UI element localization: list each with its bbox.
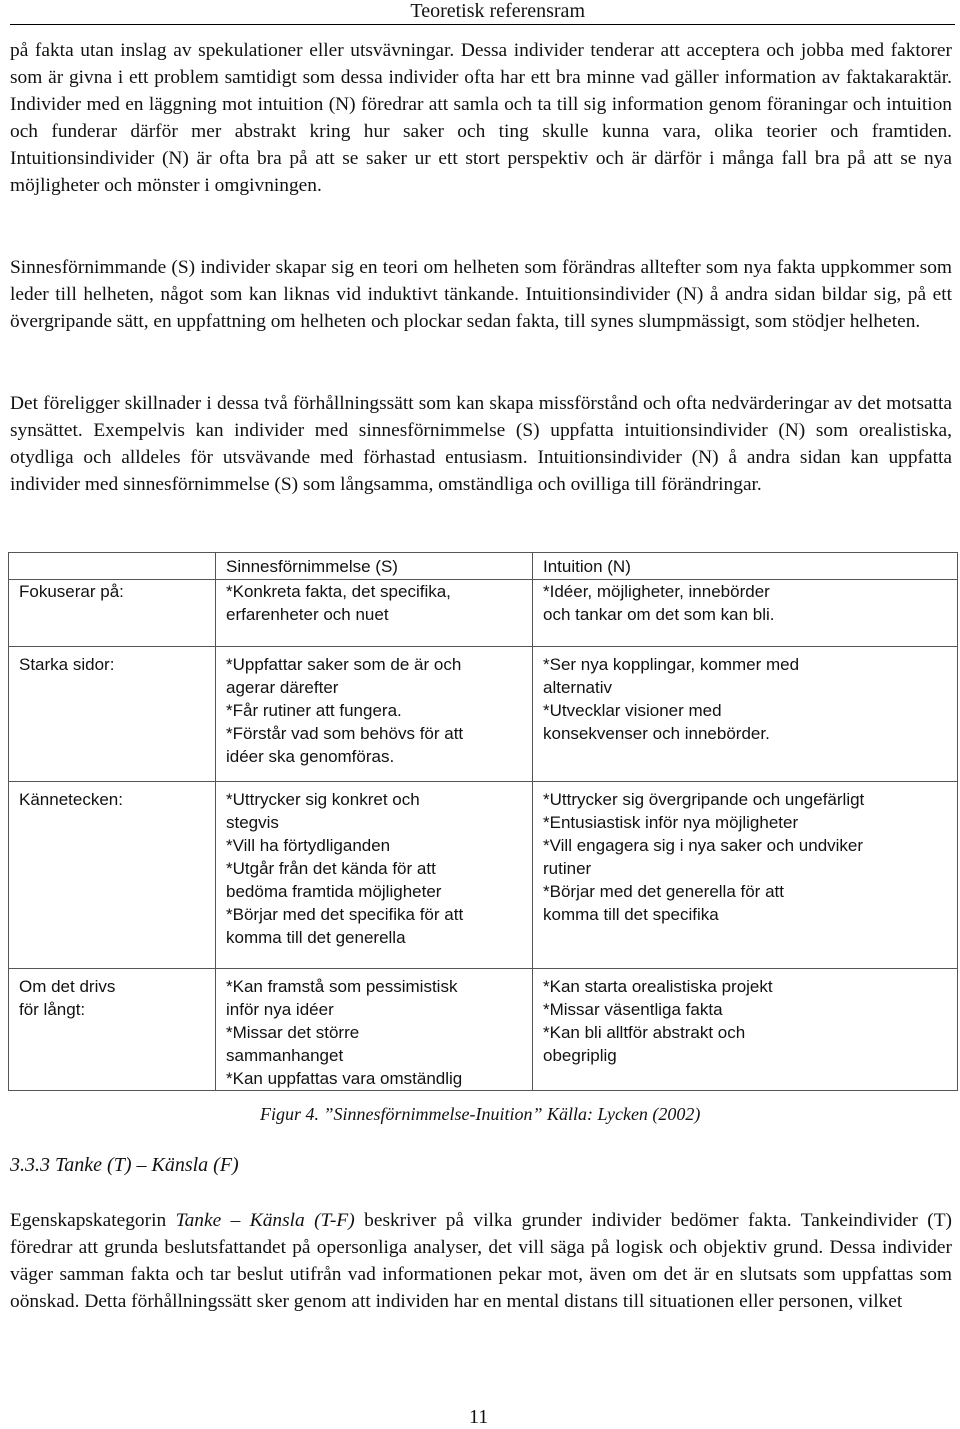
table-row xyxy=(9,969,958,1091)
row-label: Fokuserar på: xyxy=(9,580,216,647)
row-label: Om det drivs för långt: xyxy=(9,969,216,1091)
table-header-sensing: Sinnesförnimmelse (S) xyxy=(216,553,533,580)
paragraph-2: Sinnesförnimmande (S) individer skapar sig en teori om helheten som förändras alltefter som nya fakta uppkommer som leder till helheten, något som kan liknas vid induktivt tänkande. Intuitionsindivider (N) å andra sidan bildar sig, på ett övergripande sätt, en uppfattning om helheten och plockar sedan fakta, till synes slumpmässigt, som stödjer helheten. xyxy=(10,257,952,332)
table-row xyxy=(9,580,958,647)
paragraph-3: Det föreligger skillnader i dessa två förhållningssätt som kan skapa missförstånd och ofta nedvärderingar av det motsatta synsättet. Exempelvis kan individer med sinnesförnimmelse (S) uppfatta intuitionsindivider (N) som orealistiska, otydliga och alldeles för utsvävande med förhastad entusiasm. Intuitionsindivider (N) å andra sidan kan uppfatta individer med sinnesförnimmelse (S) som långsamma, omständliga och ovilliga till förändringar. xyxy=(10,393,952,495)
paragraph-4-term: Tanke – Känsla (T-F) xyxy=(175,1210,355,1231)
sensing-cell: *Konkreta fakta, det specifika, erfarenheter och nuet xyxy=(216,580,533,647)
table-row xyxy=(9,782,958,969)
intuition-cell: *Uttrycker sig övergripande och ungefärligt *Entusiastisk inför nya möjligheter *Vill engagera sig i nya saker och undviker rutiner *Börjar med det generella för att komma till det specifika xyxy=(533,782,958,969)
sensing-cell: *Uppfattar saker som de är och agerar därefter *Får rutiner att fungera. *Förstår vad som behövs för att idéer ska genomföras. xyxy=(216,647,533,782)
paragraph-1: på fakta utan inslag av spekulationer eller utsvävningar. Dessa individer tenderar att acceptera och jobba med faktorer som är givna i ett problem samtidigt som dessa individer ofta har ett bra minne vad gäller information av faktakaraktär. Individer med en läggning mot intuition (N) föredrar att samla och ta till sig information genom föraningar och intuition och funderar därför mer abstrakt kring hur saker och ting skulle kunna vara, olika teorier och framtiden. Intuitionsindivider (N) är ofta bra på att se saker ur ett stort perspektiv och är därför i många fall bra på att se nya möjligheter och mönster i omgivningen. xyxy=(10,40,952,196)
page-number: 11 xyxy=(469,1406,489,1428)
section-heading: 3.3.3 Tanke (T) – Känsla (F) xyxy=(10,1154,239,1176)
intuition-cell: *Kan starta orealistiska projekt *Missar väsentliga fakta *Kan bli alltför abstrakt och obegriplig xyxy=(533,969,958,1091)
row-label: Kännetecken: xyxy=(9,782,216,969)
paragraph-4-rest: beskriver på vilka grunder individer bedömer fakta. Tankeindivider (T) föredrar att grunda beslutsfattandet på opersonliga analyser, det vill säga på logisk och objektiv grund. Dessa individer väger samman fakta och tar beslut utifrån vad informationen pekar mot, även om det är en slutsats som uppfattas som oönskad. Detta förhållningssätt sker genom att individen har en mental distans till situationen eller personen, vilket xyxy=(10,1210,953,1312)
header-title: Teoretisk referensram xyxy=(410,0,585,22)
running-header xyxy=(10,0,955,25)
paragraph-4 xyxy=(10,1207,952,1315)
table-header-empty xyxy=(9,553,216,580)
intuition-cell: *Idéer, möjligheter, innebörder och tankar om det som kan bli. xyxy=(533,580,958,647)
sensing-cell: *Uttrycker sig konkret och stegvis *Vill ha förtydliganden *Utgår från det kända för att bedöma framtida möjligheter *Börjar med det specifika för att komma till det generella xyxy=(216,782,533,969)
intuition-cell: *Ser nya kopplingar, kommer med alternativ *Utvecklar visioner med konsekvenser och innebörder. xyxy=(533,647,958,782)
row-label: Starka sidor: xyxy=(9,647,216,782)
comparison-table xyxy=(8,552,958,1091)
sensing-cell: *Kan framstå som pessimistisk inför nya idéer *Missar det större sammanhanget *Kan uppfattas vara omständlig xyxy=(216,969,533,1091)
table-header-row xyxy=(9,553,958,580)
table-header-intuition: Intuition (N) xyxy=(533,553,958,580)
paragraph-4-lead: Egenskapskategorin xyxy=(10,1210,167,1231)
table-row xyxy=(9,647,958,782)
figure-caption: Figur 4. ”Sinnesförnimmelse-Inuition” Källa: Lycken (2002) xyxy=(260,1104,701,1124)
